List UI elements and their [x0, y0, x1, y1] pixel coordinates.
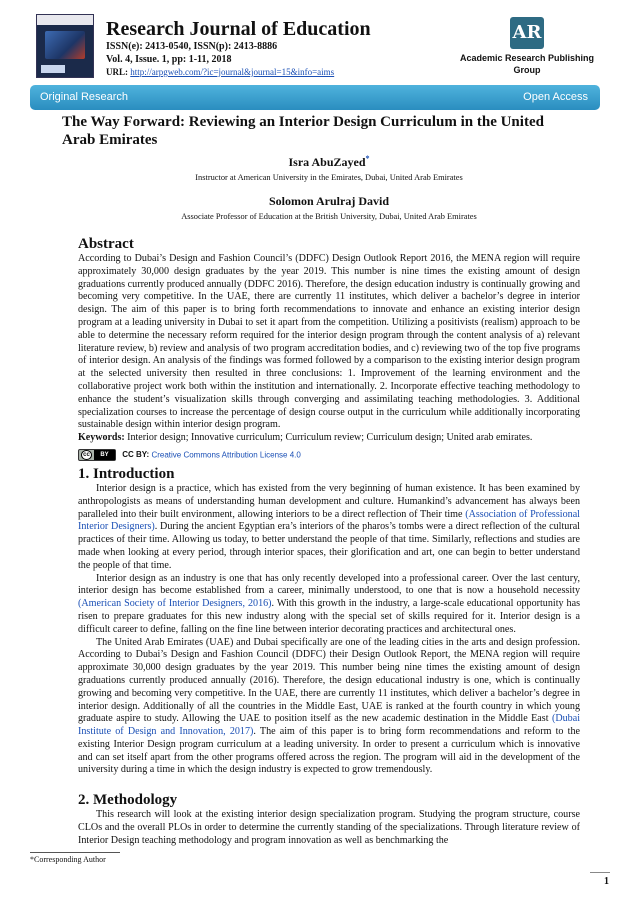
open-access-label: Open Access	[523, 91, 588, 103]
cc-circle-icon: cc	[81, 450, 92, 460]
author-1-name: Isra AbuZayed	[288, 155, 366, 169]
corresponding-author-footnote: *Corresponding Author	[30, 855, 106, 864]
author-2-name: Solomon Arulraj David	[268, 194, 389, 208]
publisher-logo: AR	[510, 17, 544, 49]
keywords-label: Keywords:	[78, 432, 125, 444]
article-body	[62, 113, 580, 848]
citation-link[interactable]: (Dubai Institute of Design and Innovation, 2017)	[78, 713, 580, 738]
journal-cover-image	[36, 14, 94, 78]
citation-link[interactable]: (Association of Professional Interior Designers)	[78, 508, 580, 533]
methodology-heading: 2. Methodology	[78, 792, 178, 809]
publisher-name: Academic Research Publishing Group	[459, 53, 595, 75]
author-1	[78, 154, 580, 170]
author-1-affiliation: Instructor at American University in the Emirates, Dubai, United Arab Emirates	[195, 173, 463, 182]
journal-url-line	[106, 67, 334, 77]
introduction-heading: 1. Introduction	[78, 465, 175, 482]
article-type-label: Original Research	[40, 91, 129, 103]
citation-link[interactable]: (American Society of Interior Designers, 2016)	[78, 598, 272, 610]
keywords	[78, 432, 580, 445]
page-number: 1	[604, 876, 609, 887]
cc-by-label-icon: BY	[94, 450, 115, 460]
license-label: CC BY:	[122, 450, 150, 460]
journal-title: Research Journal of Education	[106, 18, 371, 40]
intro-paragraph-2: Interior design as an industry is one that has only recently developed into a professional career. Over the last century, interior design has become established from a career, minimally understood, to one that is now a household necessity (American Society of Interior Designers, 2016). With this growth in the industry, a large-scale educational opportunity has risen to prepare graduates for this new industry along with the special set of skills required for it. Interior design is a difficult career to define, falling on the fine line between interior decorating practices and architectural ones.	[78, 572, 580, 635]
paper-title: The Way Forward: Reviewing an Interior Design Curriculum in the United Arab Emirates	[62, 114, 544, 148]
journal-url-label: URL:	[106, 67, 128, 77]
author-2-affiliation: Associate Professor of Education at the British University, Dubai, United Arab Emirates	[181, 212, 477, 221]
footer-divider	[590, 872, 610, 873]
journal-header	[0, 0, 638, 82]
cc-by-badge-icon[interactable]	[78, 449, 116, 461]
journal-url-link[interactable]: http://arpgweb.com/?ic=journal&journal=15&info=aims	[130, 67, 335, 77]
abstract-text: According to Dubai’s Design and Fashion Council’s (DDFC) Design Outlook Report 2016, the MENA region will require approximately 30,000 design graduates by the year 2019. This number is nine times the existing amount of design graduations currently produced annually (DDFC 2016). Therefore, the design education industry is continually growing and becoming very competitive. In the UAE, there are currently 11 institutes, which deliver a bachelor’s degree in interior design. The aim of this paper is to bring forth recommendations to innovate and enhance an existing interior design program at a leading university in Dubai to set it apart from the competition. Utilizing a positivists (realism) approach to be able to determine the necessary reform required for the interior design program through the content analysis of a) relevant literature review, b) review and analysis of two program accreditation bodies, and c) reviewing two of the top five programs of interior design. An analysis of the findings was formed followed by a comparison to the existing interior design program at the selected university then resulted in three conclusions: 1. Improvement of the learning environment and the collaborative project work both within the institution and internationally. 2. Incorporate effective teaching methodology to enhance the student’s visualization skills through converging and assimilating teaching methodologies. 3. Additional specialization courses to increase the percentage of design course output in the curriculum while additionally incorporating sustainable design within interior design program.	[78, 253, 580, 431]
keywords-list: Interior design; Innovative curriculum; Curriculum review; Curriculum design; United arab emirates.	[124, 432, 533, 444]
methodology-paragraph-1: This research will look at the existing interior design specialization program. Studying the program structure, course CLOs and the overall PLOs in order to determine the currently standing of the specializations. Through literature review of Interior Design teaching methodology and program innovation as well as benchmarking the	[78, 809, 580, 846]
intro-paragraph-3: The United Arab Emirates (UAE) and Dubai specifically are one of the leading cities in the arts and design profession. According to Dubai’s Design and Fashion Council (DDFC) their Design Outlook Report, the MENA region will require approximate 30,000 design graduates by the year 2019. This number being nine times the existing amount of design graduations currently produced annually (2016). Therefore, the design educational industry is one, which is continually growing and becoming very competitive. In the UAE, there are currently 11 institutes, which deliver a bachelor’s degree in interior design. Additionally of all the countries in the Middle East, UAE is ranked at the fourth country in which young graduate aspire to study. Allowing the UAE to position itself as the new academic destination in the Middle East (Dubai Institute of Design and Innovation, 2017). The aim of this paper is to bring form recommendations and reform to the existing Interior Design program curriculum at a leading university. In order to present a curriculum which is innovative and can set itself apart from the other programs offered across the region. The program will aid in the development of the university during a time in which the design industry is expected to grow tremendously.	[78, 636, 580, 776]
license-line	[78, 449, 580, 463]
intro-paragraph-1: Interior design is a practice, which has existed from the very beginning of human existence. It has been examined by anthropologists as means of understanding human development and culture. Humankind’s advancement has always been paralleled into their built environment, allowing interiors to be a direct reflection of Their time (Association of Professional Interior Designers). During the ancient Egyptian era’s interiors of the pharos’s tombs were a direct reflection of the cultural practices of their time. Allowing us today, to better understand the people of that time. Similarly, reflections and studies are made when looking at every period, through interior spaces, their glorification and art, one can begin to better understand the people of that time.	[78, 482, 580, 571]
corresponding-author-mark[interactable]: *	[365, 154, 370, 163]
license-link[interactable]: Creative Commons Attribution License 4.0	[151, 450, 301, 460]
journal-volume: Vol. 4, Issue. 1, pp: 1-11, 2018	[106, 54, 232, 65]
journal-issn: ISSN(e): 2413-0540, ISSN(p): 2413-8886	[106, 41, 278, 52]
footnote-divider	[30, 852, 120, 853]
abstract-heading: Abstract	[78, 236, 134, 252]
article-type-banner	[30, 85, 600, 110]
